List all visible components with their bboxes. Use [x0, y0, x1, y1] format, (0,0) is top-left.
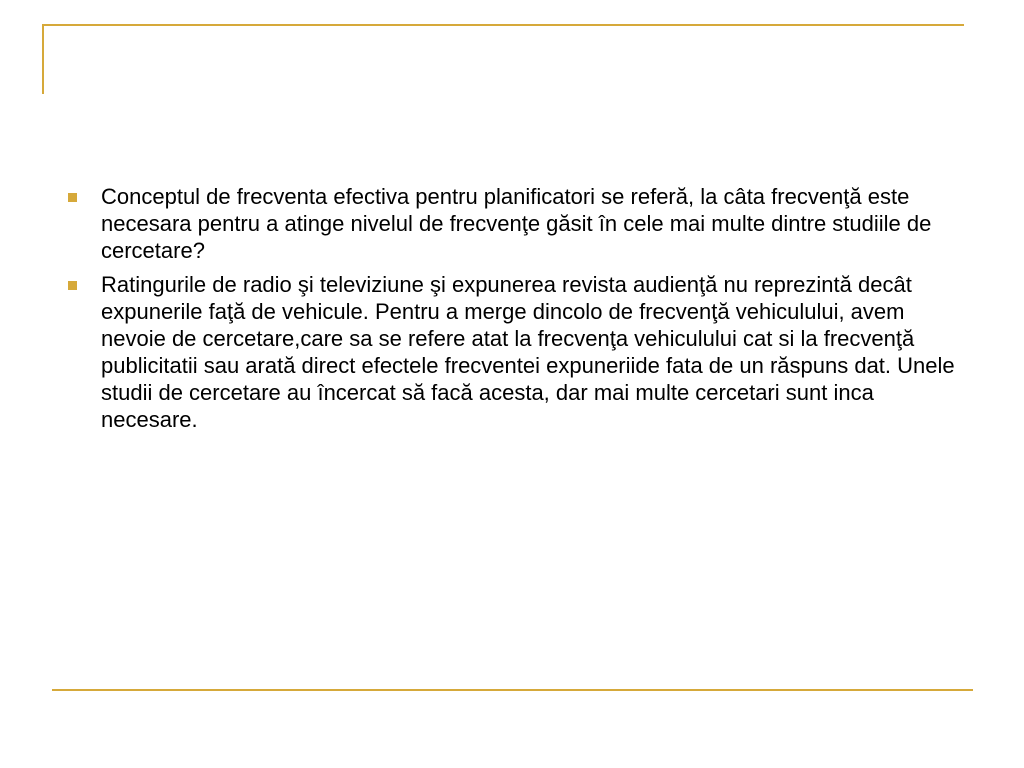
left-border-line	[42, 24, 44, 94]
top-border-line	[42, 24, 964, 26]
bullet-list	[68, 183, 968, 433]
bullet-text: Ratingurile de radio şi televiziune şi expunerea revista audienţă nu reprezintă decât expunerile faţă de vehicule. Pentru a merge dincolo de frecvenţă vehiculului, avem nevoie de cercetare,care sa se refere atat la frecvenţa vehiculului cat si la frecvenţă publicitatii sau arată direct efectele frecventei expuneriide fata de un răspuns dat. Unele studii de cercetare au încercat să facă acesta, dar mai multe cercetari sunt inca necesare.	[101, 272, 955, 432]
slide-content	[68, 183, 968, 440]
bullet-item-effective-frequency	[68, 183, 968, 264]
bullet-item-ratings	[68, 271, 968, 433]
square-bullet-icon	[68, 193, 77, 202]
square-bullet-icon	[68, 281, 77, 290]
bullet-text: Conceptul de frecventa efectiva pentru planificatori se referă, la câta frecvenţă este necesara pentru a atinge nivelul de frecvenţe găsit în cele mai multe dintre studiile de cercetare?	[101, 184, 932, 263]
bottom-border-line	[52, 689, 973, 691]
